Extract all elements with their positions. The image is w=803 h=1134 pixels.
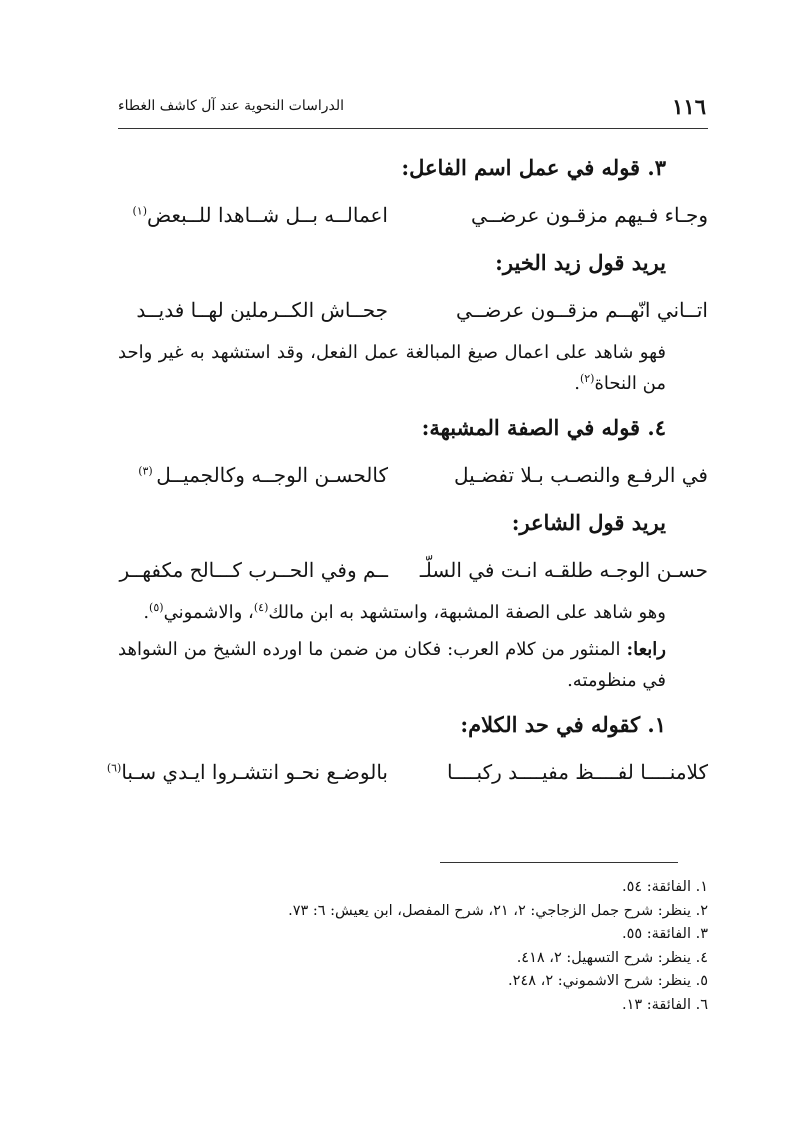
verse-text: ــم وفي الحــرب كـــالح مكفهــر [119, 558, 388, 582]
verse-text: بالوضـع نحـو انتشـروا ايـدي سـبا [121, 760, 388, 784]
page-number: ١١٦ [672, 94, 706, 119]
paragraph [118, 634, 708, 696]
paragraph-text: المنثور من كلام العرب: فكان من ضمن ما اورده الشيخ من الشواهد في منظومته. [118, 639, 666, 691]
running-title: الدراسات النحوية عند آل كاشف الغطاء [118, 98, 345, 114]
footnote-marker: (٢) [579, 372, 595, 385]
verse-first-hemistich: وجـاء فـيهم مزقـون عرضــي [471, 203, 708, 227]
verse-text: اعمالــه بــل شــاهدا للــبعض [147, 203, 388, 227]
section-heading: يريد قول الشاعر: [511, 510, 666, 535]
paragraph [118, 597, 708, 628]
verse-second-hemistich [133, 190, 389, 240]
main-text [106, 145, 708, 797]
verse-second-hemistich [136, 285, 388, 335]
poem-verse [118, 545, 708, 595]
verse-first-hemistich: في الرفـع والنصـب بـلا تفضـيل [453, 463, 708, 487]
footnotes [118, 876, 708, 1017]
verse-text: جحــاش الكــرملين لهــا فديــد [136, 298, 388, 322]
footnote-marker: (٤) [253, 601, 269, 614]
header-rule [118, 128, 708, 129]
footnote: ٦. الفائقة: ١٣. [621, 996, 708, 1013]
verse-second-hemistich [119, 545, 388, 595]
footnote-marker: (٥) [149, 601, 164, 614]
footnote-marker: (٣) [138, 464, 157, 478]
poem-verse [106, 747, 708, 797]
page-header [118, 92, 708, 122]
footnote: ٥. ينظر: شرح الاشموني: ٢، ٢٤٨. [508, 973, 708, 989]
section-heading: ٤. قوله في الصفة المشبهة: [421, 415, 666, 440]
paragraph-lead: رابعا: [626, 639, 666, 660]
verse-text: كالحسـن الوجــه وكالجميــل [156, 463, 388, 487]
verse-first-hemistich: كلامنــــا لفــــظ مفيــــد ركبــــا [447, 760, 708, 784]
footnote: ٣. الفائقة: ٥٥. [621, 926, 708, 942]
footnote-marker: (٦) [106, 761, 122, 775]
verse-second-hemistich [138, 450, 388, 500]
footnote-marker: (١) [132, 204, 148, 218]
section-heading: يريد قول زيد الخير: [495, 250, 666, 275]
footnote-separator [440, 862, 678, 863]
paragraph-text: وهو شاهد على الصفة المشبهة، واستشهد به ابن مالك [268, 602, 666, 623]
poem-verse [118, 285, 708, 335]
footnote: ١. الفائقة: ٥٤. [621, 879, 708, 895]
verse-first-hemistich: حسـن الوجـه طلقـه انـت في السلّـ [419, 558, 708, 582]
paragraph [118, 337, 708, 399]
verse-first-hemistich: اتــاني انّهــم مزقــون عرضــي [455, 298, 708, 322]
poem-verse [118, 190, 708, 240]
paragraph-end: . [574, 373, 580, 394]
verse-second-hemistich [107, 747, 388, 797]
footnote: ٢. ينظر: شرح جمل الزجاجي: ٢، ٢١، شرح المفصل، ابن يعيش: ٦: ٧٣. [288, 902, 708, 919]
paragraph-text: . [143, 602, 150, 623]
section-heading: ٣. قوله في عمل اسم الفاعل: [401, 155, 666, 180]
footnote: ٤. ينظر: شرح التسهيل: ٢، ٤١٨. [516, 949, 708, 966]
poem-verse [118, 450, 708, 500]
paragraph-text: ، والاشموني [163, 602, 254, 623]
paragraph-text: فهو شاهد على اعمال صيغ المبالغة عمل الفعل، وقد استشهد به غير واحد من النحاة [118, 342, 666, 394]
section-heading: ١. كقوله في حد الكلام: [460, 712, 666, 737]
